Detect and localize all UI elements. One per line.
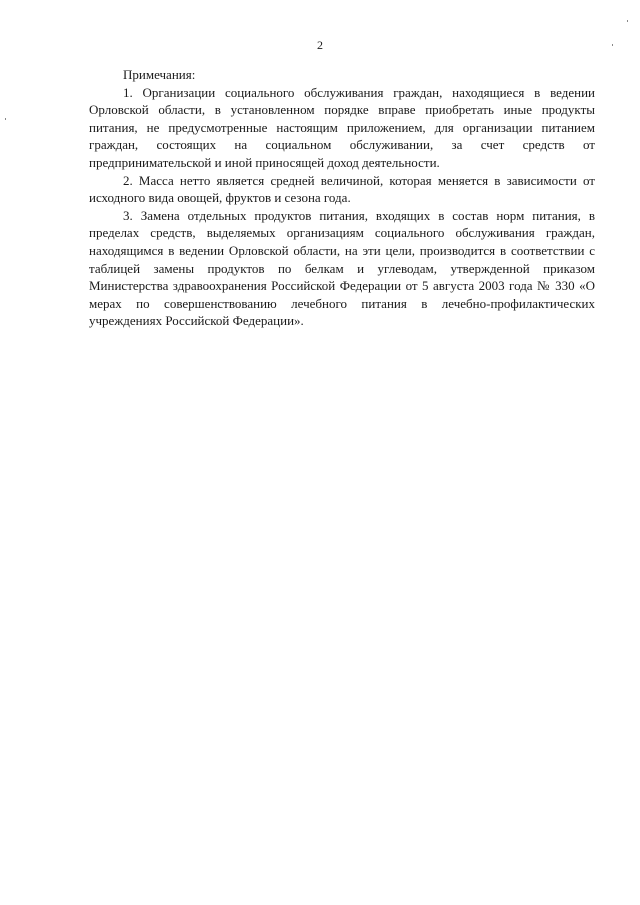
notes-section <box>89 66 595 330</box>
page-number: 2 <box>317 38 323 52</box>
scan-speck <box>5 118 6 120</box>
note-item-1: 1. Организации социального обслуживания граждан, находящиеся в ведении Орловской области, в установленном порядке вправе приобретать иные продукты питания, не предусмотренные настоящим приложением, для организации питанием граждан, состоящих на социальном обслуживании, за счет средств от предпринимательской и иной приносящей доход деятельности. <box>89 84 595 170</box>
notes-title: Примечания: <box>123 67 196 82</box>
note-item-3: 3. Замена отдельных продуктов питания, входящих в состав норм питания, в пределах средств, выделяемых организациям социального обслуживания граждан, находящимся в ведении Орловской области, на эти цели, производится в соответствии с таблицей замены продуктов по белкам и углеводам, утвержденной приказом Министерства здравоохранения Российской Федерации от 5 августа 2003 года № 330 «О мерах по совершенствованию лечебного питания в лечебно-профилактических учреждениях Российской Федерации». <box>89 207 595 329</box>
scan-speck <box>612 44 613 46</box>
scan-speck <box>627 20 628 22</box>
note-item-2: 2. Масса нетто является средней величиной, которая меняется в зависимости от исходного вида овощей, фруктов и сезона года. <box>89 172 595 206</box>
